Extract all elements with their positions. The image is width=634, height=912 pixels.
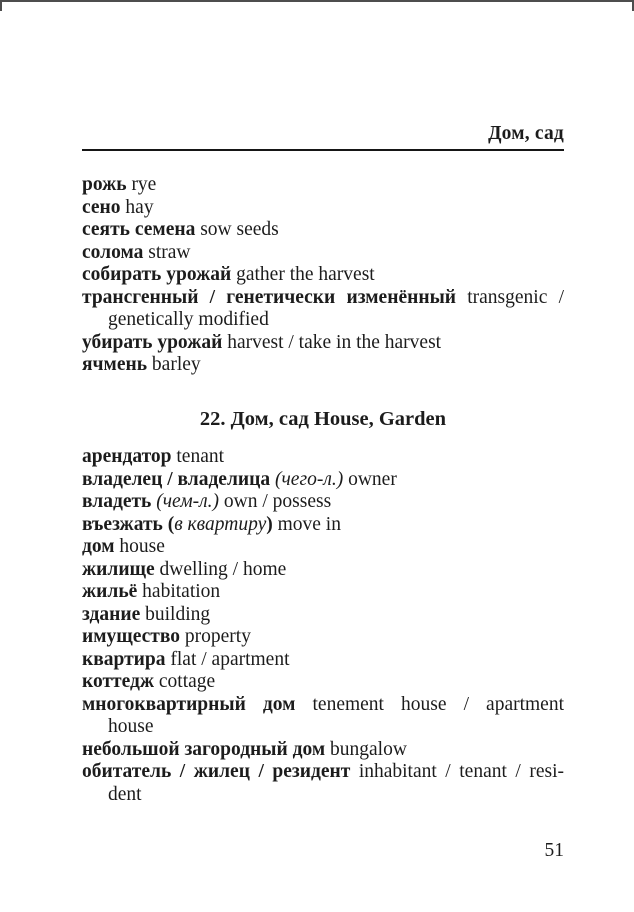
entry-headword: жилище	[82, 558, 155, 580]
entry-headword: собирать урожай	[82, 264, 232, 285]
entry-translation: flat / apartment	[165, 648, 290, 670]
page-border-stub-left	[0, 2, 2, 11]
entry-translation: dent	[108, 783, 142, 805]
entry-headword: солома	[82, 241, 144, 263]
entry	[82, 536, 564, 559]
entry-list-agriculture	[82, 174, 564, 377]
entry	[82, 671, 564, 694]
entry	[82, 649, 564, 672]
entry	[82, 197, 564, 220]
entry	[82, 694, 564, 739]
entry-line	[82, 604, 564, 627]
entry-translation: hay	[120, 196, 154, 218]
entry-translation: property	[180, 626, 251, 647]
entry-headword: имущество	[82, 626, 181, 647]
running-header-rule	[82, 149, 564, 151]
entry-headword: убирать урожай	[82, 331, 223, 353]
entry-line	[82, 514, 564, 537]
entry-headword: квартира	[82, 648, 166, 670]
entry-translation: owner	[343, 468, 397, 490]
entry-list-house-garden	[82, 446, 564, 806]
entry-line	[82, 446, 564, 469]
entry	[82, 354, 564, 377]
entry-grammar-note: (чем-л.)	[156, 491, 220, 512]
entry-translation: own / possess	[219, 491, 332, 512]
entry-line	[82, 626, 564, 649]
running-header	[82, 122, 564, 151]
entry-headword: сеять семена	[82, 219, 196, 240]
entry	[82, 581, 564, 604]
entry-line	[82, 761, 564, 784]
entry-grammar-note: (чего-л.)	[275, 468, 344, 490]
entry-line	[82, 174, 564, 197]
entry-translation: building	[140, 603, 211, 625]
entry-headword: жильё	[82, 581, 138, 602]
entry-line	[82, 559, 564, 582]
entry-translation: barley	[147, 354, 201, 375]
page-number: 51	[544, 840, 564, 861]
entry-translation: dwelling / home	[154, 558, 287, 580]
entry	[82, 446, 564, 469]
entry	[82, 332, 564, 355]
entry-translation: tenant	[171, 446, 225, 467]
entry-line	[82, 242, 564, 265]
entry	[82, 174, 564, 197]
entry-line	[82, 332, 564, 355]
entry-translation: straw	[143, 241, 191, 263]
entry-line	[82, 287, 564, 310]
entry-translation: house	[108, 716, 154, 737]
entry-translation: genetically modified	[108, 309, 269, 330]
entry-line	[82, 671, 564, 694]
entry-line	[82, 491, 564, 514]
entry-headword: владелец / владелица	[82, 468, 271, 490]
entry-headword: многоквартирный дом	[82, 693, 296, 715]
entry	[82, 761, 564, 806]
entry	[82, 604, 564, 627]
entry	[82, 242, 564, 265]
entry-headword: ячмень	[82, 354, 148, 375]
entry	[82, 559, 564, 582]
entry-translation: habitation	[137, 581, 221, 602]
entry-headword: )	[266, 513, 273, 535]
entry	[82, 491, 564, 514]
entry-translation: harvest / take in the harvest	[222, 331, 442, 353]
entry-line	[82, 694, 564, 717]
entry	[82, 287, 564, 332]
entry-headword: трансгенный / генетически изменённый	[82, 286, 457, 308]
entry	[82, 469, 564, 492]
entry-line	[82, 264, 564, 287]
entry	[82, 264, 564, 287]
entry-line	[82, 469, 564, 492]
entry-headword: рожь	[82, 174, 127, 195]
entry	[82, 514, 564, 537]
entry-line	[82, 739, 564, 762]
entry-line	[82, 219, 564, 242]
entry-headword: здание	[82, 603, 141, 625]
entry-translation: inhabitant / tenant / resi-	[350, 761, 564, 782]
entry-line	[82, 309, 564, 332]
entry-translation: rye	[126, 174, 157, 195]
entry-translation: sow seeds	[195, 219, 279, 240]
entry-headword: въезжать (	[82, 513, 175, 535]
entry-line	[82, 536, 564, 559]
section-heading: 22. Дом, сад House, Garden	[199, 408, 447, 430]
entry	[82, 626, 564, 649]
entry	[82, 219, 564, 242]
entry-translation: cottage	[154, 671, 216, 692]
entry-headword: дом	[82, 536, 115, 557]
entry-grammar-note: в квартиру	[174, 513, 267, 535]
entry-translation: transgenic /	[456, 286, 564, 308]
entry-line	[82, 354, 564, 377]
running-header-title: Дом, сад	[488, 123, 564, 144]
entry-translation: move in	[272, 513, 341, 535]
entry-line	[82, 581, 564, 604]
entry-translation: tenement house / apartment	[295, 693, 565, 715]
entry-translation: house	[114, 536, 165, 557]
entry	[82, 739, 564, 762]
entry-line	[82, 197, 564, 220]
entry-headword: коттедж	[82, 671, 155, 692]
entry-headword: сено	[82, 196, 121, 218]
entry-line	[82, 716, 564, 739]
entry-translation: gather the harvest	[231, 264, 375, 285]
entry-headword: небольшой загородный дом	[82, 738, 326, 760]
entry-headword: арендатор	[82, 446, 172, 467]
entry-headword: владеть	[82, 491, 152, 512]
entry-headword: обитатель / жилец / резидент	[82, 761, 351, 782]
entry-translation: bungalow	[325, 738, 407, 760]
entry-line	[82, 784, 564, 807]
entry-line	[82, 649, 564, 672]
